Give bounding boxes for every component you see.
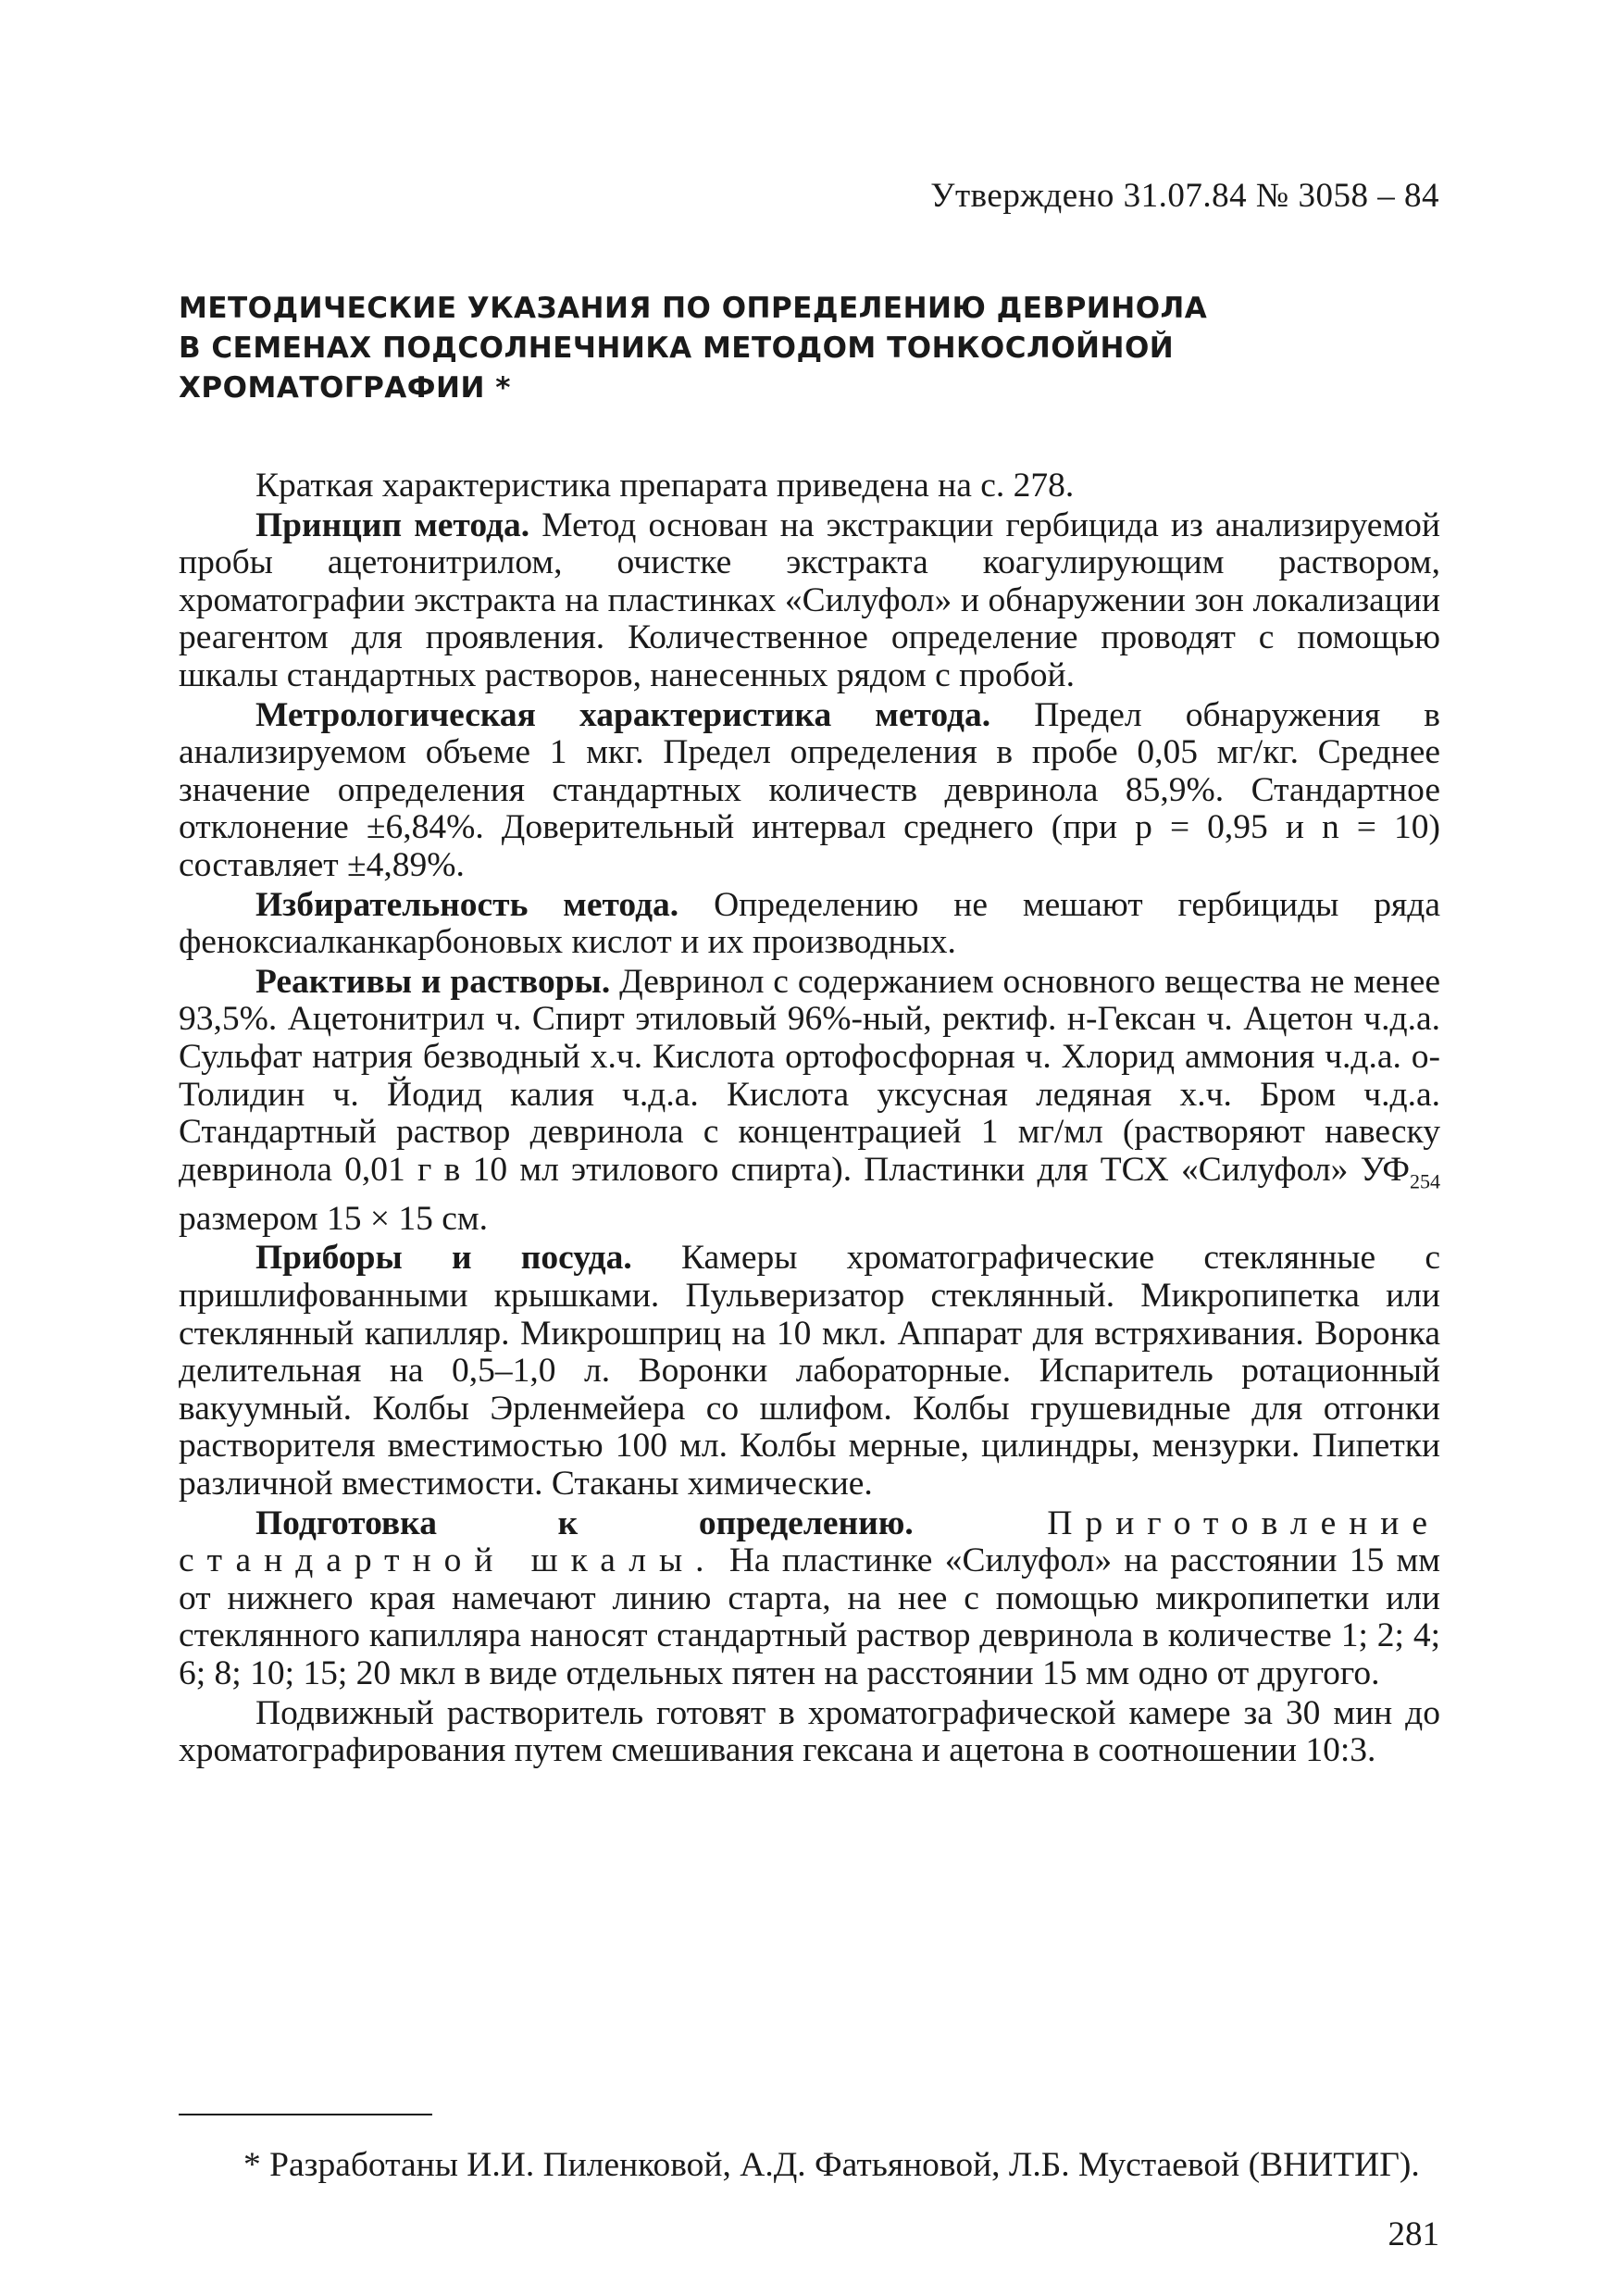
preparation-text: На пластинке «Силуфол» на расстоянии 15 мм от нижнего края намечают линию старта, на нее с помощью микропипетки или стеклянного капилляра наносят стандартный раствор девринола в количестве 1; 2; 4; 6; 8; 10; 15; 20 мкл в виде отдельных пятен на расстоянии 15 мм одно от другого. bbox=[179, 1541, 1440, 1692]
title-line-1: МЕТОДИЧЕСКИЕ УКАЗАНИЯ ПО ОПРЕДЕЛЕНИЮ ДЕВРИНОЛА bbox=[179, 292, 1208, 325]
page-number: 281 bbox=[1388, 2215, 1439, 2253]
paragraph-selectivity bbox=[179, 887, 1440, 962]
preparation-heading: Подготовка к определению. bbox=[255, 1504, 914, 1542]
preparation-spaced-heading: Приготовление стандартной шкалы. bbox=[179, 1504, 1440, 1580]
paragraph-preparation bbox=[179, 1505, 1440, 1693]
reagents-subscript: 254 bbox=[1410, 1169, 1440, 1193]
devices-heading: Приборы и посуда. bbox=[255, 1239, 632, 1278]
metrology-heading: Метрологическая характеристика метода. bbox=[255, 695, 991, 734]
title-line-3: ХРОМАТОГРАФИИ * bbox=[179, 371, 511, 405]
footnote bbox=[179, 2146, 1440, 2185]
reagents-text: Девринол с содержанием основного вещества не менее 93,5%. Ацетонитрил ч. Спирт этиловый 96%-ный, ректиф. н-Гексан ч. Ацетон ч.д.а. Сульфат натрия безводный х.ч. Кислота ортофосфорная ч. Хлорид аммония ч.д.а. о-Толидин ч. Йодид калия ч.д.а. Кислота уксусная ледяная х.ч. Бром ч.д.а. Стандартный раствор девринола с концентрацией 1 мг/мл (растворяют навеску девринола 0,01 г в 10 мл этилового спирта). Пластинки для ТСХ «Силуфол» УФ bbox=[179, 962, 1440, 1189]
approval-line: Утверждено 31.07.84 № 3058 – 84 bbox=[930, 177, 1439, 215]
reagents-tail: размером 15 × 15 см. bbox=[179, 1199, 488, 1238]
paragraph-devices bbox=[179, 1240, 1440, 1503]
mobile-solvent-text: Подвижный растворитель готовят в хроматографической камере за 30 мин до хроматографирования путем смешивания гексана и ацетона в соотношении 10:3. bbox=[179, 1693, 1440, 1770]
paragraph-principle bbox=[179, 507, 1440, 695]
document-body bbox=[179, 468, 1440, 1772]
title-line-2: В СЕМЕНАХ ПОДСОЛНЕЧНИКА МЕТОДОМ ТОНКОСЛОЙНОЙ bbox=[179, 331, 1175, 365]
footnote-text: * Разработаны И.И. Пиленковой, А.Д. Фатьяновой, Л.Б. Мустаевой (ВНИТИГ). bbox=[243, 2146, 1420, 2184]
devices-text: Камеры хроматографические стеклянные с пришлифованными крышками. Пульверизатор стеклянный. Микропипетка или стеклянный капилляр. Микрошприц на 10 мкл. Аппарат для встряхивания. Воронка делительная на 0,5–1,0 л. Воронки лабораторные. Испаритель ротационный вакуумный. Колбы Эрленмейера со шлифом. Колбы грушевидные для отгонки растворителя вместимостью 100 мл. Колбы мерные, цилиндры, мензурки. Пипетки различной вместимости. Стаканы химические. bbox=[179, 1239, 1440, 1503]
principle-heading: Принцип метода. bbox=[255, 505, 530, 544]
paragraph-mobile-solvent bbox=[179, 1695, 1440, 1770]
selectivity-heading: Избирательность метода. bbox=[255, 885, 679, 924]
metrology-text: Предел обнаружения в анализируемом объеме 1 мкг. Предел определения в пробе 0,05 мг/кг. Среднее значение определения стандартных количеств девринола 85,9%. Стандартное отклонение ±6,84%. Доверительный интервал среднего (при p = 0,95 и n = 10) составляет ±4,89%. bbox=[179, 695, 1440, 884]
footnote-divider bbox=[179, 2114, 432, 2115]
brief-text: Краткая характеристика препарата приведена на с. 278. bbox=[255, 467, 1075, 505]
principle-text: Метод основан на экстракции гербицида из анализируемой пробы ацетонитрилом, очистке экстракта коагулирующим раствором, хроматографии экстракта на пластинках «Силуфол» и обнаружении зон локализации реагентом для проявления. Количественное определение проводят с помощью шкалы стандартных растворов, нанесенных рядом с пробой. bbox=[179, 505, 1440, 694]
paragraph-metrology bbox=[179, 697, 1440, 885]
paragraph-reagents bbox=[179, 964, 1440, 1239]
reagents-heading: Реактивы и растворы. bbox=[255, 962, 611, 1001]
document-title bbox=[179, 289, 1456, 408]
paragraph-brief bbox=[179, 468, 1440, 505]
selectivity-text: Определению не мешают гербициды ряда феноксиалканкарбоновых кислот и их производных. bbox=[179, 885, 1440, 962]
